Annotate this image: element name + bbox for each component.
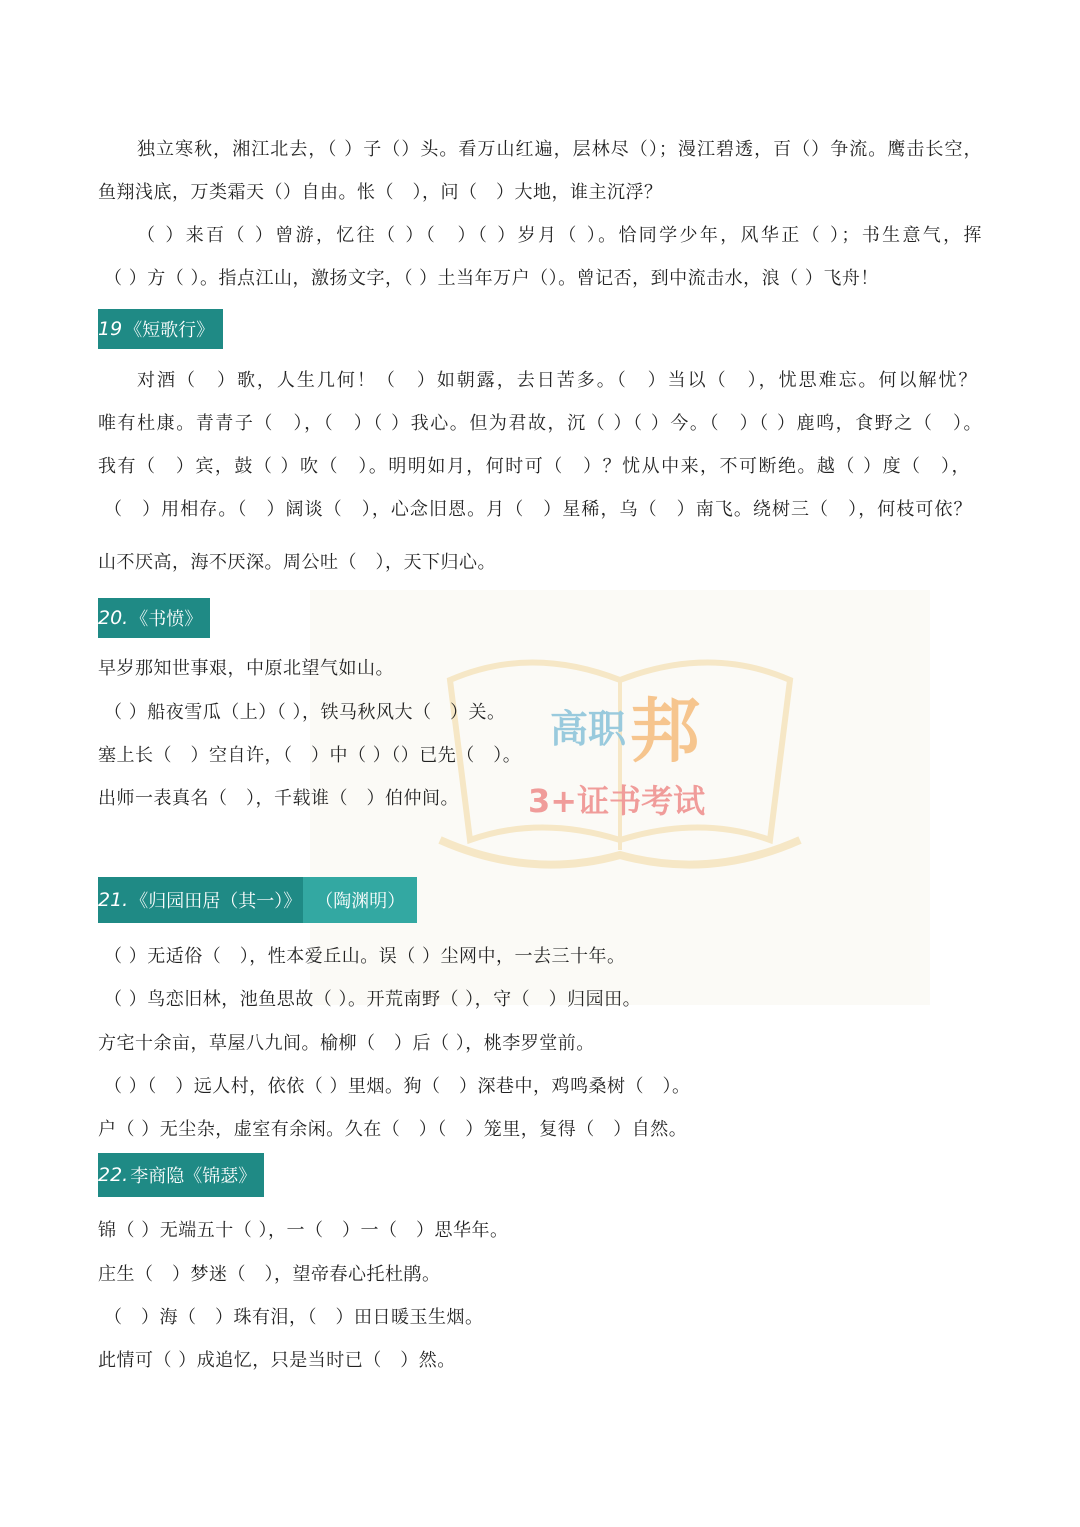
watermark-subtitle: 3+证书考试 <box>528 782 706 820</box>
poem21-line-1: （ ）无适俗（ ），性本爱丘山。误（ ）尘网中，一去三十年。 <box>104 946 626 967</box>
poem21-line-5: 户（ ）无尘杂，虚室有余闲。久在（ ）（ ）笼里，复得（ ）自然。 <box>98 1119 688 1140</box>
heading-21 <box>98 880 417 920</box>
watermark-brand-big: 邦 <box>630 690 700 772</box>
poem21-line-4: （ ）（ ）远人村，依依（ ）里烟。狗（ ）深巷中，鸡鸣桑树（ ）。 <box>104 1076 691 1097</box>
poem21-line-3: 方宅十余亩，草屋八九间。榆柳（ ）后（ ），桃李罗堂前。 <box>98 1033 595 1054</box>
heading-20 <box>98 598 210 638</box>
watermark-brand: 高职 <box>550 707 627 751</box>
heading-20-title: 《书愤》 <box>130 609 203 630</box>
poem19-line-3: 我有（ ）宾，鼓（ ）吹（ ）。明明如月，何时可（ ）？忧从中来，不可断绝。越（ ）度（ ）， <box>98 456 970 477</box>
heading-19-title: 《短歌行》 <box>124 320 215 341</box>
poem22-line-3: （ ）海（ ）珠有泪，（ ）田日暖玉生烟。 <box>104 1307 484 1328</box>
poem22-line-1: 锦（ ）无端五十（ ），一（ ）一（ ）思华年。 <box>98 1220 509 1241</box>
poem19-line-4: （ ）用相存。（ ）阔谈（ ），心念旧恩。月（ ）星稀，乌（ ）南飞。绕树三（ ），何枝可依？ <box>104 499 972 520</box>
heading-21-number: 21. <box>98 889 129 911</box>
poem19-line-5: 山不厌高，海不厌深。周公吐（ ），天下归心。 <box>98 552 496 573</box>
heading-22-title: 李商隐《锦瑟》 <box>130 1166 257 1187</box>
poem22-line-2: 庄生（ ）梦迷（ ），望帝春心托杜鹃。 <box>98 1264 441 1285</box>
heading-19 <box>98 309 223 349</box>
poem20-line-4: 出师一表真名（ ），千载谁（ ）伯仲间。 <box>98 788 459 809</box>
heading-22 <box>98 1153 264 1197</box>
heading-22-number: 22. <box>98 1164 129 1186</box>
poem20-line-2: （ ）船夜雪瓜（上）（ ），铁马秋风大（ ）关。 <box>104 702 506 723</box>
heading-21-author: （陶渊明） <box>315 891 406 912</box>
poem18-line-2: 鱼翔浅底，万类霜天（）自由。怅（ ），问（ ）大地，谁主沉浮？ <box>98 182 663 203</box>
poem22-line-4: 此情可（ ）成追忆，只是当时已（ ）然。 <box>98 1350 456 1371</box>
poem19-line-1: 对酒（ ）歌，人生几何！（ ）如朝露，去日苦多。（ ）当以（ ），忧思难忘。何以解忧？ <box>137 370 977 391</box>
poem18-line-1: 独立寒秋，湘江北去，（ ）子（）头。看万山红遍，层林尽（）；漫江碧透，百（）争流。鹰击长空， <box>137 139 982 160</box>
poem21-line-2: （ ）鸟恋旧林，池鱼思故（ ）。开荒南野（ ），守（ ）归园田。 <box>104 989 642 1010</box>
poem18-line-4: （ ）方（ ）。指点江山，激扬文字，（ ）土当年万户（）。曾记否，到中流击水，浪（ ）飞舟！ <box>104 268 879 289</box>
heading-19-number: 19 <box>98 318 123 340</box>
poem20-line-3: 塞上长（ ）空自许，（ ）中（ ）（）已先（ ）。 <box>98 745 522 766</box>
heading-20-number: 20. <box>98 607 129 629</box>
heading-21-title: 《归园田居（其一）》 <box>130 891 302 912</box>
poem19-line-2: 唯有杜康。青青子（ ），（ ）（ ）我心。但为君故，沉（ ）（ ）今。（ ）（ ）鹿鸣，食野之（ ）。 <box>98 413 982 434</box>
poem20-line-1: 早岁那知世事艰，中原北望气如山。 <box>98 658 394 679</box>
poem18-line-3: （ ）来百（ ）曾游，忆往（ ）（ ）（ ）岁月（ ）。恰同学少年，风华正（ ）；书生意气，挥 <box>137 225 982 246</box>
